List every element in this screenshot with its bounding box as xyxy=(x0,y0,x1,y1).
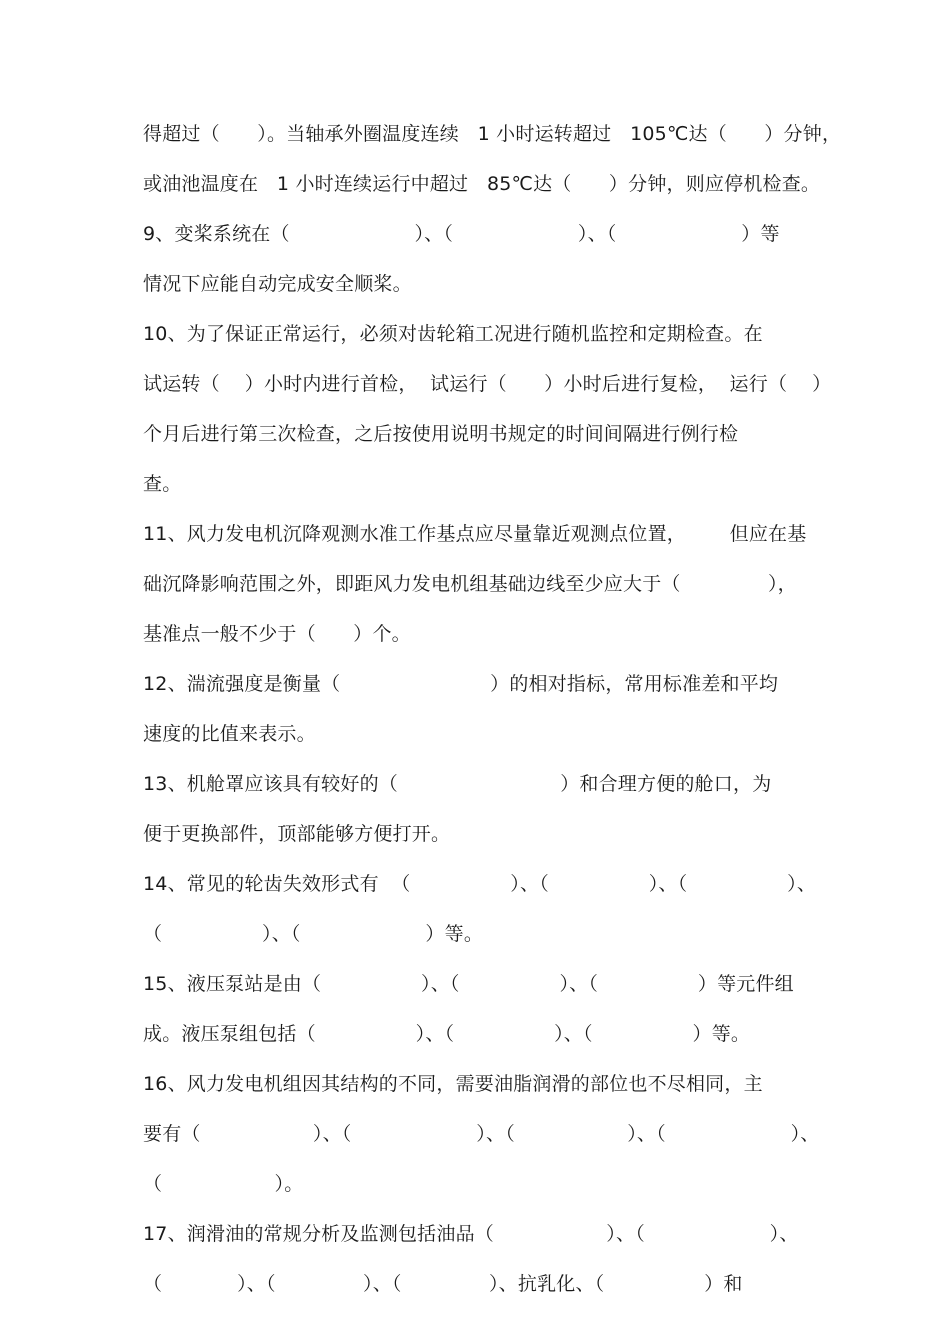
text-line: 13、机舱罩应该具有较好的（ ）和合理方便的舱口，为 xyxy=(143,773,772,795)
text-line: 成。液压泵组包括（ ）、（ ）、（ ）等。 xyxy=(143,1023,751,1045)
text-line: 或油池温度在 1 小时连续运行中超过 85℃达（ ）分钟，则应停机检查。 xyxy=(143,173,821,195)
text-line: 9、变桨系统在（ ）、（ ）、（ ）等 xyxy=(143,223,780,245)
text-line: （ ）。 xyxy=(143,1173,304,1195)
text-line: 基准点一般不少于（ ）个。 xyxy=(143,623,411,645)
text-line: 试运转（ ）小时内进行首检， 试运行（ ）小时后进行复检， 运行（ ） xyxy=(143,373,832,395)
text-line: 个月后进行第三次检查，之后按使用说明书规定的时间间隔进行例行检 xyxy=(143,423,739,445)
text-line: 16、风力发电机组因其结构的不同，需要油脂润滑的部位也不尽相同，主 xyxy=(143,1073,763,1095)
text-line: 17、润滑油的常规分析及监测包括油品（ ）、（ ）、 xyxy=(143,1223,799,1245)
text-line: 12、湍流强度是衡量（ ）的相对指标，常用标准差和平均 xyxy=(143,673,779,695)
text-line: 速度的比值来表示。 xyxy=(143,723,316,745)
text-line: 10、为了保证正常运行，必须对齿轮箱工况进行随机监控和定期检查。在 xyxy=(143,323,763,345)
text-line: （ ）、（ ）、（ ）、抗乳化、（ ）和 xyxy=(143,1273,743,1295)
text-line: 要有（ ）、（ ）、（ ）、（ ）、 xyxy=(143,1123,820,1145)
text-line: 15、液压泵站是由（ ）、（ ）、（ ）等元件组 xyxy=(143,973,794,995)
text-line: 得超过（ ）。当轴承外圈温度连续 1 小时运转超过 105℃达（ ）分钟， xyxy=(143,123,842,145)
text-line: 查。 xyxy=(143,473,182,495)
text-line: （ ）、（ ）等。 xyxy=(143,923,484,945)
text-line: 14、常见的轮齿失效形式有 （ ）、（ ）、（ ）、 xyxy=(143,873,817,895)
text-line: 11、风力发电机沉降观测水准工作基点应尽量靠近观测点位置， 但应在基 xyxy=(143,523,807,545)
text-line: 情况下应能自动完成安全顺桨。 xyxy=(143,273,412,295)
text-line: 础沉降影响范围之外，即距风力发电机组基础边线至少应大于（ ）， xyxy=(143,573,797,595)
text-line: 便于更换部件，顶部能够方便打开。 xyxy=(143,823,451,845)
